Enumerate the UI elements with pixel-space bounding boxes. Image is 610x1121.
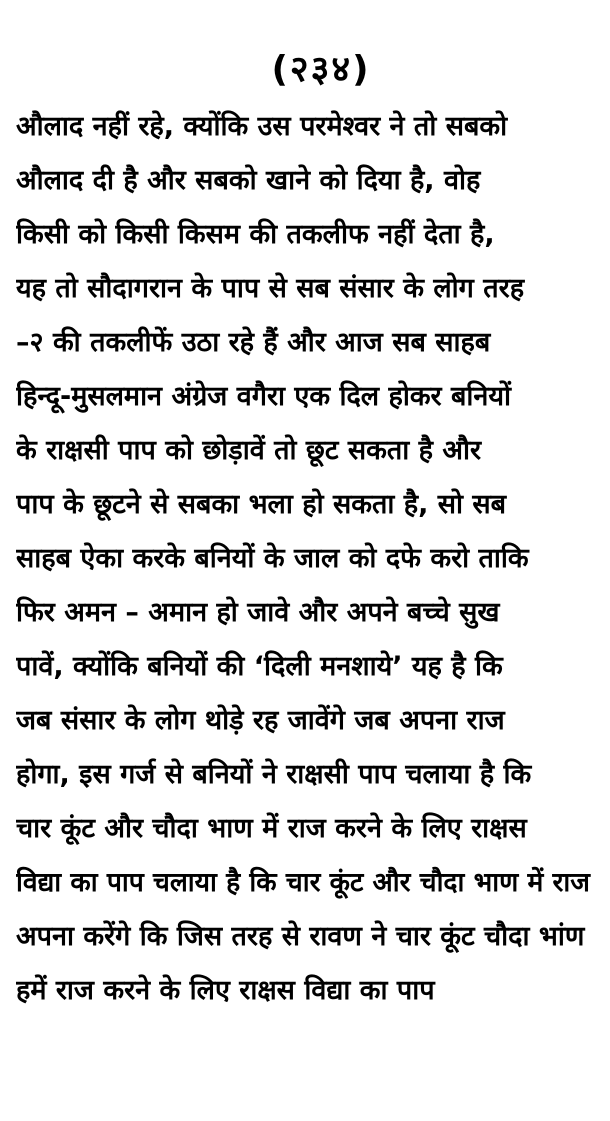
- text-line: –२ की तकलीफें उठा रहे हैं और आज सब साहब: [16, 327, 491, 358]
- text-line: किसी को किसी किसम की तकलीफ नहीं देता है,: [16, 219, 495, 250]
- text-line: फिर अमन – अमान हो जावे और अपने बच्चे सुख: [16, 597, 500, 628]
- text-line: के राक्षसी पाप को छोड़ावें तो छूट सकता है और: [16, 435, 482, 466]
- text-line: यह तो सौदागरान के पाप से सब संसार के लोग तरह: [16, 273, 525, 304]
- body-text: [16, 100, 596, 1018]
- text-line: साहब ऐका करके बनियों के जाल को दफे करो ताकि: [16, 543, 529, 574]
- text-line: जब संसार के लोग थोड़े रह जावेंगे जब अपना राज: [16, 705, 505, 736]
- text-line: हिन्दू-मुसलमान अंग्रेज वगैरा एक दिल होकर बनियों: [16, 381, 512, 412]
- text-line: पावें, क्योंकि बनियों की ‘दिली मनशाये’ यह है कि: [16, 651, 503, 682]
- text-line: हमें राज करने के लिए राक्षस विद्या का पाप: [16, 975, 435, 1006]
- text-line: पाप के छूटने से सबका भला हो सकता है, सो सब: [16, 489, 507, 520]
- text-line: औलाद दी है और सबको खाने को दिया है, वोह: [16, 165, 481, 196]
- text-line: चार कूंट और चौदा भाण में राज करने के लिए राक्षस: [16, 813, 527, 844]
- text-line: विद्या का पाप चलाया है कि चार कूंट और चौदा भाण में राज: [16, 867, 590, 898]
- page-number: (२३४): [271, 49, 371, 90]
- text-line: अपना करेंगे कि जिस तरह से रावण ने चार कूंट चौदा भांण: [16, 921, 585, 952]
- text-line: होगा, इस गर्ज से बनियों ने राक्षसी पाप चलाया है कि: [16, 759, 532, 790]
- text-line: औलाद नहीं रहे, क्योंकि उस परमेश्वर ने तो सबको: [16, 111, 508, 142]
